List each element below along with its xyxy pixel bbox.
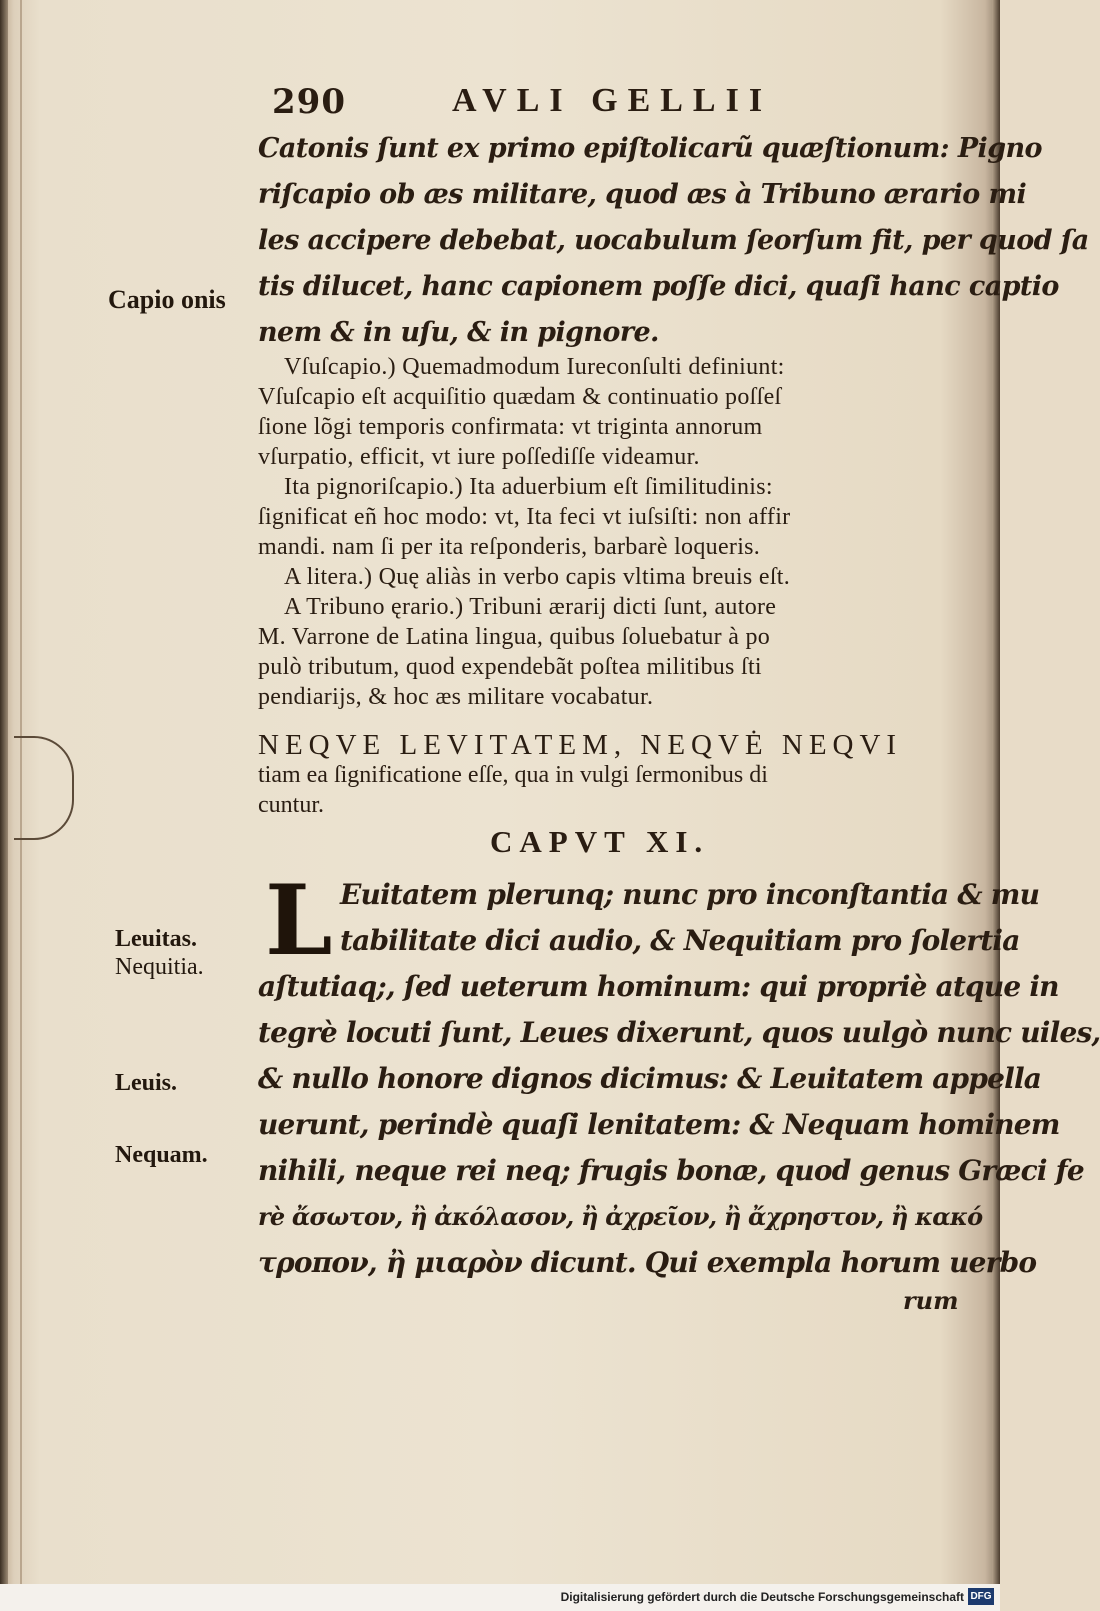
commentary-line: mandi. nam ſi per ita reſponderis, barbarè loqueris. — [258, 534, 761, 560]
commentary-line: Ita pignoriſcapio.) Ita aduerbium eſt ſimilitudinis: — [284, 474, 773, 500]
margin-note-nequam: Nequam. — [115, 1142, 208, 1168]
commentary-line: vſurpatio, efficit, vt iure poſſediſſe videamur. — [258, 444, 700, 470]
margin-note-nequitia: Nequitia. — [115, 954, 204, 980]
chapter-title: CAPVT XI. — [490, 824, 710, 859]
margin-note-capio-onis: Capio onis — [108, 285, 226, 314]
commentary-line: Vſuſcapio eſt acquiſitio quædam & continuatio poſſeſ — [258, 384, 782, 410]
commentary-line: A litera.) Quę aliàs in verbo capis vltima breuis eſt. — [284, 564, 791, 590]
main-text-line: aſtutiaq;, ſed ueterum hominum: qui propriè atque in — [258, 970, 1059, 1003]
main-text-line: nihili, neque rei neq; frugis bonæ, quod genus Græci fe — [258, 1154, 1084, 1187]
commentary-line: A Tribuno ęrario.) Tribuni ærarij dicti ſunt, autore — [284, 594, 777, 620]
page-number: 290 — [272, 82, 346, 122]
commentary-line: Vſuſcapio.) Quemadmodum Iureconſulti definiunt: — [284, 354, 785, 380]
text-line: Catonis ſunt ex primo epiſtolicarũ quæſtionum: Pigno — [258, 133, 1042, 164]
text-line: nem & in uſu, & in pignore. — [258, 317, 659, 348]
text-line: les accipere debebat, uocabulum ſeorſum fit, per quod ſa — [258, 225, 1089, 256]
commentary-line: pendiarijs, & hoc æs militare vocabatur. — [258, 684, 654, 710]
chapter-summary — [258, 730, 970, 820]
chapter-summary-line: cuntur. — [258, 792, 324, 818]
dfg-logo: DFG — [968, 1588, 994, 1605]
main-text-line: tabilitate dici audio, & Nequitiam pro ſolertia — [340, 924, 1020, 957]
main-text-line-greek: rè ἄσωτον, ἢ ἀκόλασον, ἢ ἀχρεῖον, ἢ ἄχρηστον, ἢ κακό — [258, 1202, 983, 1231]
chapter-summary-line: tiam ea ſignificatione eſſe, qua in vulgi ſermonibus di — [258, 762, 768, 788]
opening-italic-paragraph — [258, 126, 1089, 356]
main-text-line: uerunt, perindè quaſi lenitatem: & Nequam hominem — [258, 1108, 1060, 1141]
main-text-line: Euitatem plerunq; nunc pro inconſtantia & mu — [340, 878, 1040, 911]
main-text-line: & nullo honore dignos dicimus: & Leuitatem appella — [258, 1062, 1042, 1095]
text-line: riſcapio ob æs militare, quod æs à Tribuno ærario mi — [258, 179, 1027, 210]
commentary-notes — [258, 352, 970, 712]
commentary-line: pulò tributum, quod expendebãt poſtea militibus ſti — [258, 654, 762, 680]
commentary-line: ſignificat eñ hoc modo: vt, Ita feci vt iuſsiſti: non affir — [258, 504, 791, 530]
chapter-summary-caps: NEQVE LEVITATEM, NEQVĖ NEQVI — [258, 729, 903, 761]
commentary-line: ſione lõgi temporis confirmata: vt triginta annorum — [258, 414, 763, 440]
footer-credit: Digitalisierung gefördert durch die Deutsche Forschungsgemeinschaft — [560, 1590, 964, 1604]
drop-cap: L — [265, 864, 333, 977]
commentary-line: M. Varrone de Latina lingua, quibus ſoluebatur à po — [258, 624, 771, 650]
main-text-line: τροπον, ἢ μιαρὸν dicunt. Qui exempla horum uerbo — [258, 1246, 1037, 1279]
main-text-line: tegrè locuti ſunt, Leues dixerunt, quos uulgò nunc uiles, — [258, 1016, 1100, 1049]
running-head — [272, 82, 972, 132]
margin-note-leuis: Leuis. — [115, 1070, 178, 1096]
running-title: AVLI GELLII — [452, 82, 773, 119]
text-line: tis dilucet, hanc capionem poſſe dici, quaſi hanc captio — [258, 271, 1059, 302]
catchword: rum — [903, 1286, 959, 1315]
main-text — [258, 864, 1100, 1286]
margin-note-leuitas: Leuitas. — [115, 926, 198, 952]
